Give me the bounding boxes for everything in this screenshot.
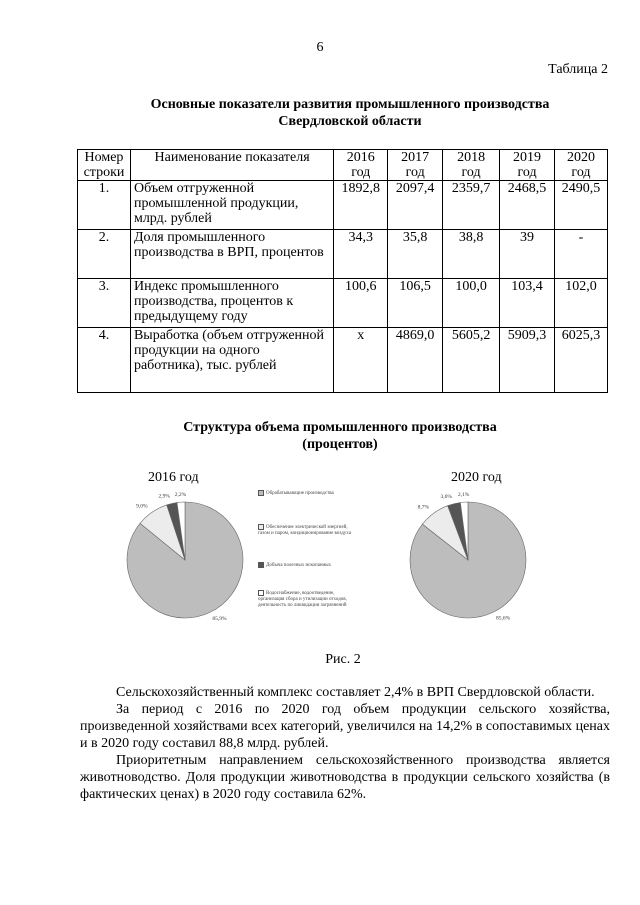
- value-cell: -: [554, 230, 607, 279]
- page-number: 6: [316, 40, 324, 55]
- paragraph: За период с 2016 по 2020 год объем продукции сельского хозяйства, произведенной хозяйствами всех категорий, увеличился на 14,2% в сопоставимых ценах и в 2020 году составил 88,8 млрд. рублей.: [80, 702, 610, 751]
- value-cell: 1892,8: [334, 181, 388, 230]
- paragraph: Сельскохозяйственный комплекс составляет 2,4% в ВРП Свердловской области.: [116, 685, 595, 700]
- slice-data-label: 9,0%: [136, 503, 148, 510]
- legend-swatch: [258, 490, 264, 496]
- header-cell: Наименование показателя: [130, 150, 333, 181]
- slice-data-label: 2,1%: [457, 492, 470, 499]
- value-cell: 2468,5: [500, 181, 555, 230]
- table-row: [78, 279, 608, 328]
- header-cell: 2018 год: [443, 150, 500, 181]
- value-cell: 100,6: [334, 279, 388, 328]
- table-header-row: [78, 150, 608, 181]
- value-cell: 2490,5: [554, 181, 607, 230]
- slice-data-label: 3,6%: [440, 493, 452, 500]
- value-cell: 35,8: [388, 230, 443, 279]
- row-number: 2.: [78, 230, 131, 279]
- legend-label: Добыча полезных ископаемых: [266, 563, 332, 569]
- legend-swatch: [258, 524, 264, 530]
- legend-label: Обрабатывающие производства: [266, 491, 334, 497]
- legend-swatch: [258, 590, 264, 596]
- table-title-line2: Свердловской области: [278, 114, 422, 129]
- value-cell: 6025,3: [554, 328, 607, 393]
- header-cell: 2019 год: [500, 150, 555, 181]
- chart-title: [0, 419, 640, 453]
- table-row: [78, 181, 608, 230]
- value-cell: 106,5: [388, 279, 443, 328]
- table-row: [78, 230, 608, 279]
- chart-title-line1: Структура объема промышленного производства: [183, 420, 497, 435]
- header-cell: 2017 год: [388, 150, 443, 181]
- value-cell: 102,0: [554, 279, 607, 328]
- value-cell: 38,8: [443, 230, 500, 279]
- value-cell: x: [334, 328, 388, 393]
- legend-item: [258, 590, 356, 609]
- legend-item: [258, 562, 356, 569]
- body-text: [80, 684, 610, 803]
- value-cell: 100,0: [443, 279, 500, 328]
- row-number: 4.: [78, 328, 131, 393]
- slice-data-label: 2,9%: [158, 493, 170, 500]
- pie-chart-2020: [393, 488, 543, 628]
- indicator-name: Выработка (объем отгруженной продукции на одного работника), тыс. рублей: [130, 328, 333, 393]
- value-cell: 5605,2: [443, 328, 500, 393]
- header-cell: 2020 год: [554, 150, 607, 181]
- table-title: [0, 96, 640, 130]
- table-title-line1: Основные показатели развития промышленного производства: [150, 97, 550, 112]
- chart-2016-year-label: 2016 год: [148, 470, 199, 485]
- value-cell: 2097,4: [388, 181, 443, 230]
- indicator-name: Индекс промышленного производства, процентов к предыдущему году: [130, 279, 333, 328]
- legend-label: Обеспечение электрической энергией, газом и паром, кондиционирование воздуха: [258, 525, 351, 537]
- row-number: 3.: [78, 279, 131, 328]
- value-cell: 4869,0: [388, 328, 443, 393]
- value-cell: 39: [500, 230, 555, 279]
- legend-swatch: [258, 562, 264, 568]
- indicator-name: Доля промышленного производства в ВРП, процентов: [130, 230, 333, 279]
- header-cell: Номер строки: [78, 150, 131, 181]
- legend-item: [258, 524, 356, 537]
- pie-chart-2016: [110, 488, 260, 628]
- figure-caption: Рис. 2: [325, 652, 361, 667]
- chart-2020-year-label: 2020 год: [451, 470, 502, 485]
- table-row: [78, 328, 608, 393]
- slice-data-label: 85,9%: [212, 615, 227, 622]
- legend-label: Водоснабжение, водоотведение, организация сбора и утилизации отходов, деятельность по ликвидации загрязнений: [258, 591, 347, 609]
- slice-data-label: 85,6%: [495, 615, 511, 622]
- table-label: Таблица 2: [548, 62, 608, 77]
- value-cell: 103,4: [500, 279, 555, 328]
- slice-data-label: 2,2%: [174, 492, 187, 499]
- indicators-table: [77, 149, 608, 393]
- indicator-name: Объем отгруженной промышленной продукции, млрд. рублей: [130, 181, 333, 230]
- value-cell: 5909,3: [500, 328, 555, 393]
- slice-data-label: 8,7%: [417, 504, 430, 511]
- chart-title-line2: (процентов): [302, 437, 378, 452]
- row-number: 1.: [78, 181, 131, 230]
- value-cell: 2359,7: [443, 181, 500, 230]
- header-cell: 2016 год: [334, 150, 388, 181]
- paragraph: Приоритетным направлением сельскохозяйственного производства является животноводство. Доля продукции животноводства в продукции сельского хозяйства (в фактических ценах) в 2020 году составила 62%.: [80, 753, 610, 802]
- legend-item: [258, 490, 356, 497]
- value-cell: 34,3: [334, 230, 388, 279]
